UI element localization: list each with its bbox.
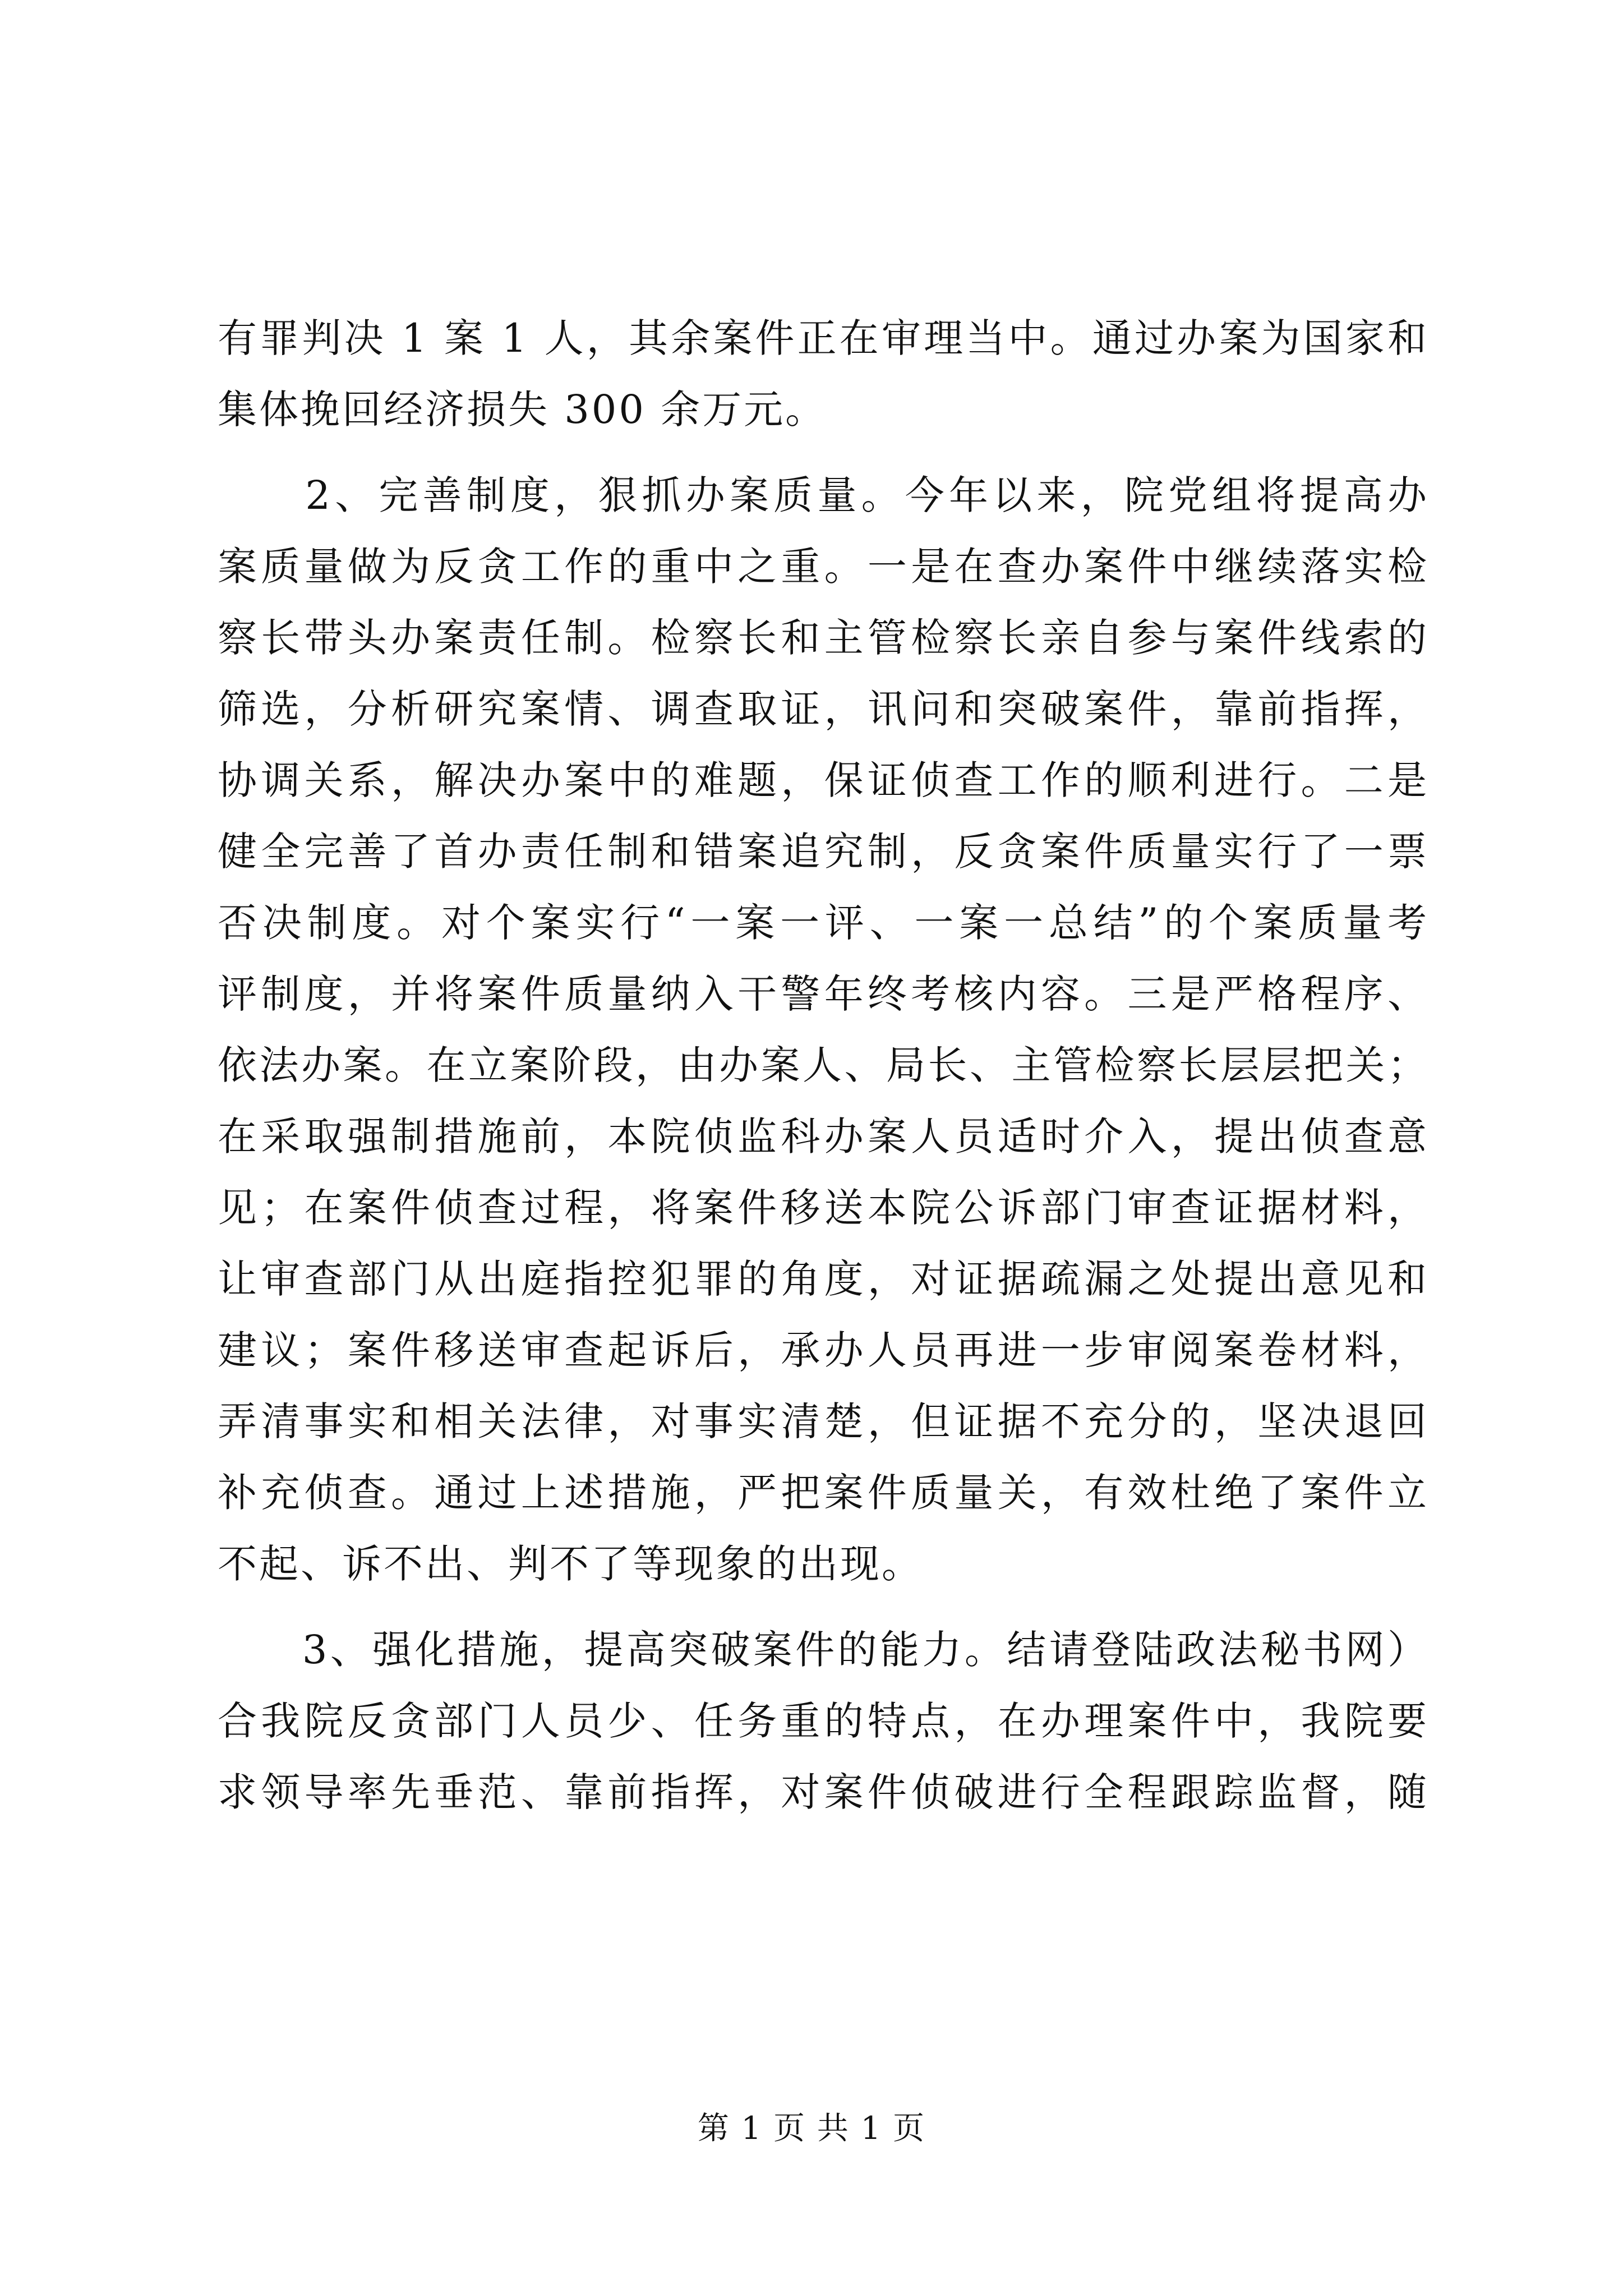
text-line: 否决制度。对个案实行“一案一评、一案一总结”的个案质量考 [218,900,1429,946]
text-line: 建议；案件移送审查起诉后，承办人员再进一步审阅案卷材料， [218,1327,1429,1373]
paragraph-gap [218,1600,1429,1614]
text-line: 求领导率先垂范、靠前指挥，对案件侦破进行全程跟踪监督，随 [218,1769,1429,1815]
text-line: 察长带头办案责任制。检察长和主管检察长亲自参与案件线索的 [218,615,1429,661]
text-line: 见；在案件侦查过程，将案件移送本院公诉部门审查证据材料， [218,1185,1429,1231]
text-line: 在采取强制措施前，本院侦监科办案人员适时介入，提出侦查意 [218,1114,1429,1159]
text-line: 健全完善了首办责任制和错案追究制，反贪案件质量实行了一票 [218,829,1429,875]
text-line: 评制度，并将案件质量纳入干警年终考核内容。三是严格程序、 [218,971,1429,1017]
text-line: 协调关系，解决办案中的难题，保证侦查工作的顺利进行。二是 [218,757,1429,803]
text-line: 弄清事实和相关法律，对事实清楚，但证据不充分的，坚决退回 [218,1398,1429,1444]
text-line: 2、完善制度，狠抓办案质量。今年以来，院党组将提高办 [218,472,1429,518]
text-line: 让审查部门从出庭指控犯罪的角度，对证据疏漏之处提出意见和 [218,1256,1429,1302]
text-line: 合我院反贪部门人员少、任务重的特点，在办理案件中，我院要 [218,1698,1429,1744]
text-line: 依法办案。在立案阶段，由办案人、局长、主管检察长层层把关； [218,1042,1429,1088]
text-line: 3、强化措施，提高突破案件的能力。结请登陆政法秘书网） [218,1627,1429,1673]
page-footer: 第 1 页 共 1 页 [697,2110,926,2147]
text-line: 筛选，分析研究案情、调查取证，讯问和突破案件，靠前指挥， [218,686,1429,732]
text-line: 补充侦查。通过上述措施，严把案件质量关，有效杜绝了案件立 [218,1470,1429,1516]
text-line: 集体挽回经济损失 300 余万元。 [218,386,827,432]
text-line: 不起、诉不出、判不了等现象的出现。 [218,1541,923,1587]
document-body [218,303,1429,1828]
paragraph-gap [218,445,1429,460]
text-line: 案质量做为反贪工作的重中之重。一是在查办案件中继续落实检 [218,544,1429,590]
text-line: 有罪判决 1 案 1 人，其余案件正在审理当中。通过办案为国家和 [218,315,1429,361]
